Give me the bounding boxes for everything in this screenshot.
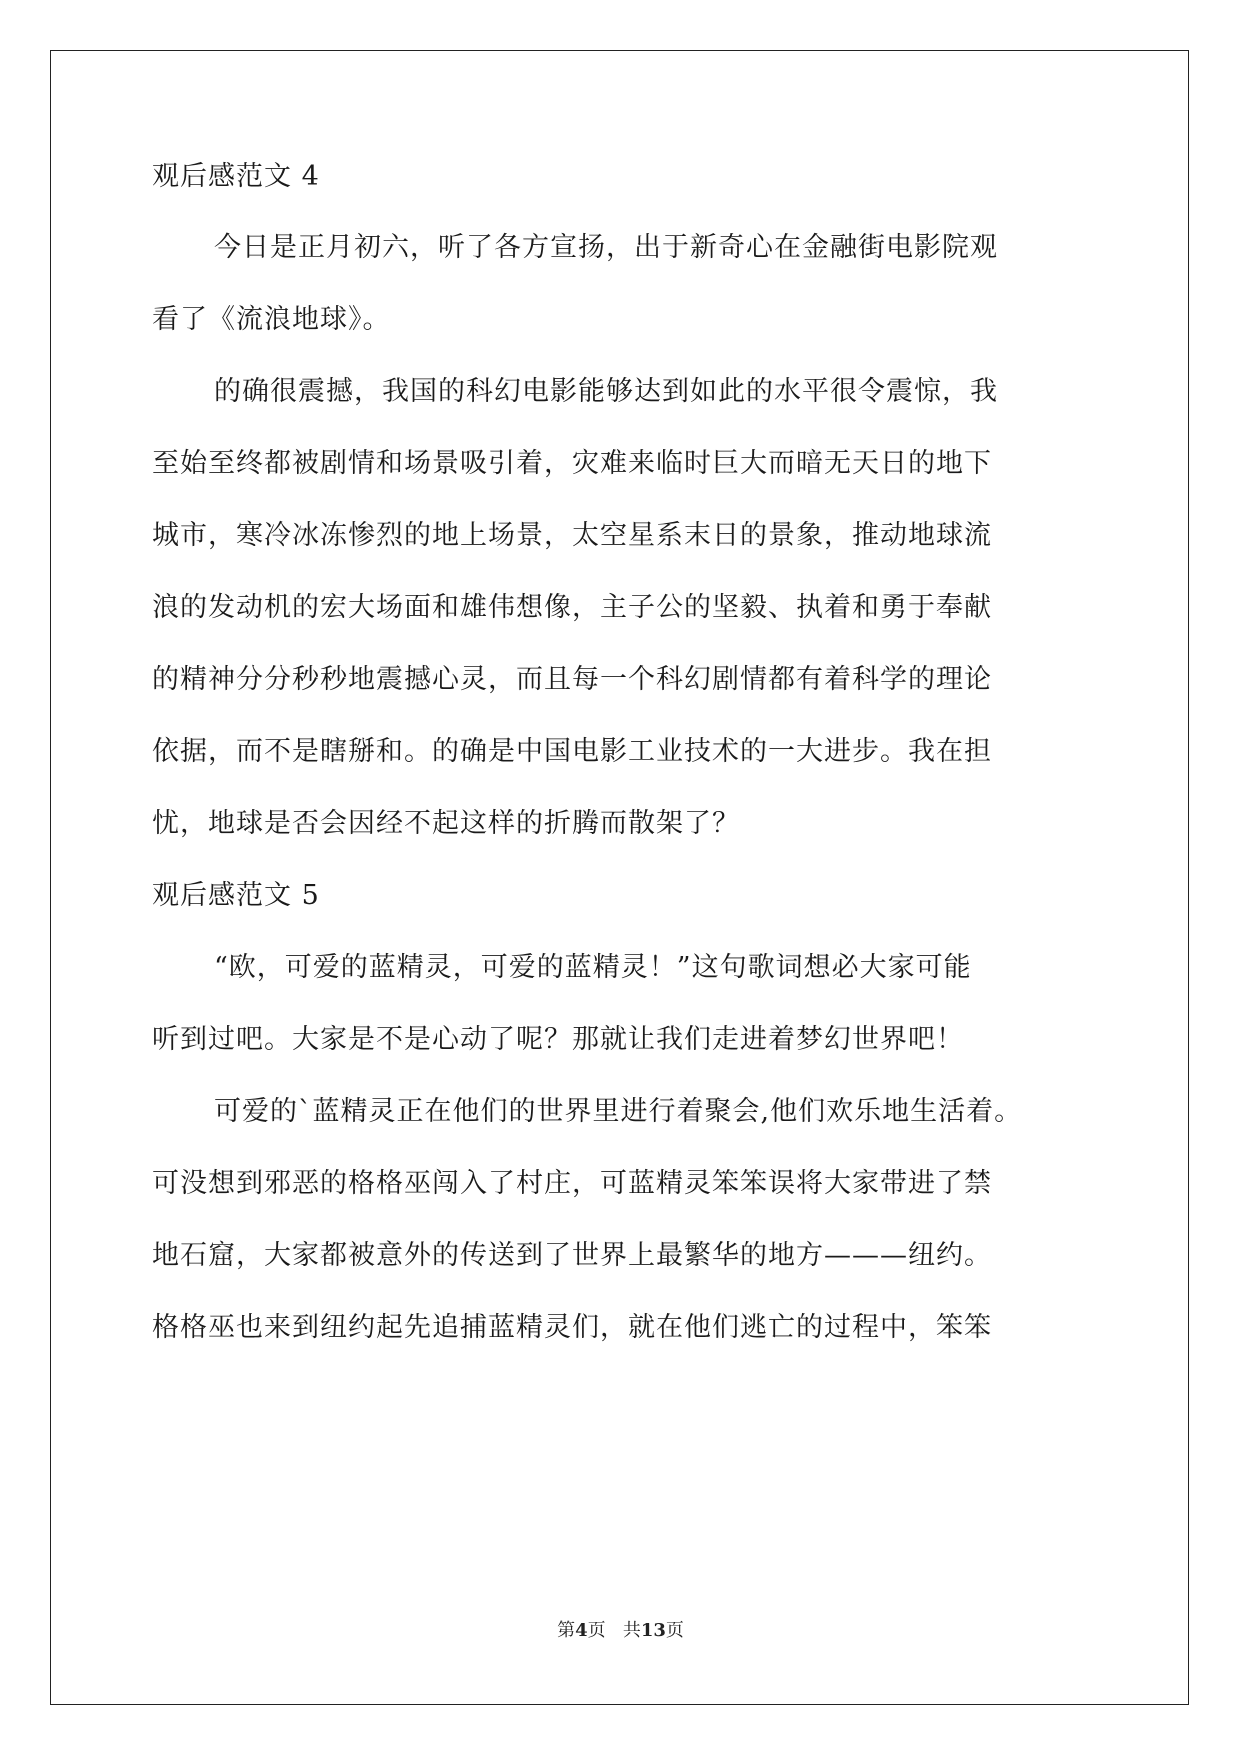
document-body bbox=[152, 163, 1092, 1341]
footer-total-pages: 13 bbox=[640, 1620, 666, 1641]
paragraph-line: 城市，寒冷冰冻惨烈的地上场景，太空星系末日的景象，推动地球流 bbox=[152, 520, 992, 551]
footer-total-suffix: 页 bbox=[665, 1620, 684, 1641]
section-heading-4: 观后感范文 4 bbox=[152, 161, 320, 192]
section-heading-5: 观后感范文 5 bbox=[152, 880, 320, 911]
paragraph-line: 的精神分分秒秒地震撼心灵，而且每一个科幻剧情都有着科学的理论 bbox=[152, 664, 992, 695]
footer-current-page: 4 bbox=[575, 1620, 588, 1641]
paragraph-line: 忧，地球是否会因经不起这样的折腾而散架了？ bbox=[152, 808, 740, 839]
paragraph-line: 依据，而不是瞎掰和。的确是中国电影工业技术的一大进步。我在担 bbox=[152, 736, 992, 767]
footer-page-word: 页 bbox=[587, 1620, 606, 1641]
paragraph-line: 至始至终都被剧情和场景吸引着，灾难来临时巨大而暗无天日的地下 bbox=[152, 448, 992, 479]
paragraph-line: 可没想到邪恶的格格巫闯入了村庄，可蓝精灵笨笨误将大家带进了禁 bbox=[152, 1168, 992, 1199]
paragraph-line: 今日是正月初六，听了各方宣扬，出于新奇心在金融街电影院观 bbox=[214, 232, 998, 263]
paragraph-line: 浪的发动机的宏大场面和雄伟想像，主子公的坚毅、执着和勇于奉献 bbox=[152, 592, 992, 623]
paragraph-line: 的确很震撼，我国的科幻电影能够达到如此的水平很令震惊，我 bbox=[214, 376, 998, 407]
paragraph-line: 看了《流浪地球》。 bbox=[152, 304, 391, 335]
paragraph-line: 地石窟，大家都被意外的传送到了世界上最繁华的地方———纽约。 bbox=[152, 1240, 992, 1271]
paragraph-line: 听到过吧。大家是不是心动了呢？那就让我们走进着梦幻世界吧！ bbox=[152, 1024, 964, 1055]
paragraph-line: 格格巫也来到纽约起先追捕蓝精灵们，就在他们逃亡的过程中，笨笨 bbox=[152, 1312, 992, 1343]
footer-total-prefix: 共 bbox=[622, 1620, 641, 1641]
paragraph-line: 可爱的`蓝精灵正在他们的世界里进行着聚会,他们欢乐地生活着。 bbox=[214, 1096, 1023, 1127]
paragraph-line: “欧，可爱的蓝精灵，可爱的蓝精灵！”这句歌词想必大家可能 bbox=[214, 952, 972, 983]
page-footer bbox=[0, 1620, 1241, 1642]
footer-prefix: 第 bbox=[557, 1620, 576, 1641]
